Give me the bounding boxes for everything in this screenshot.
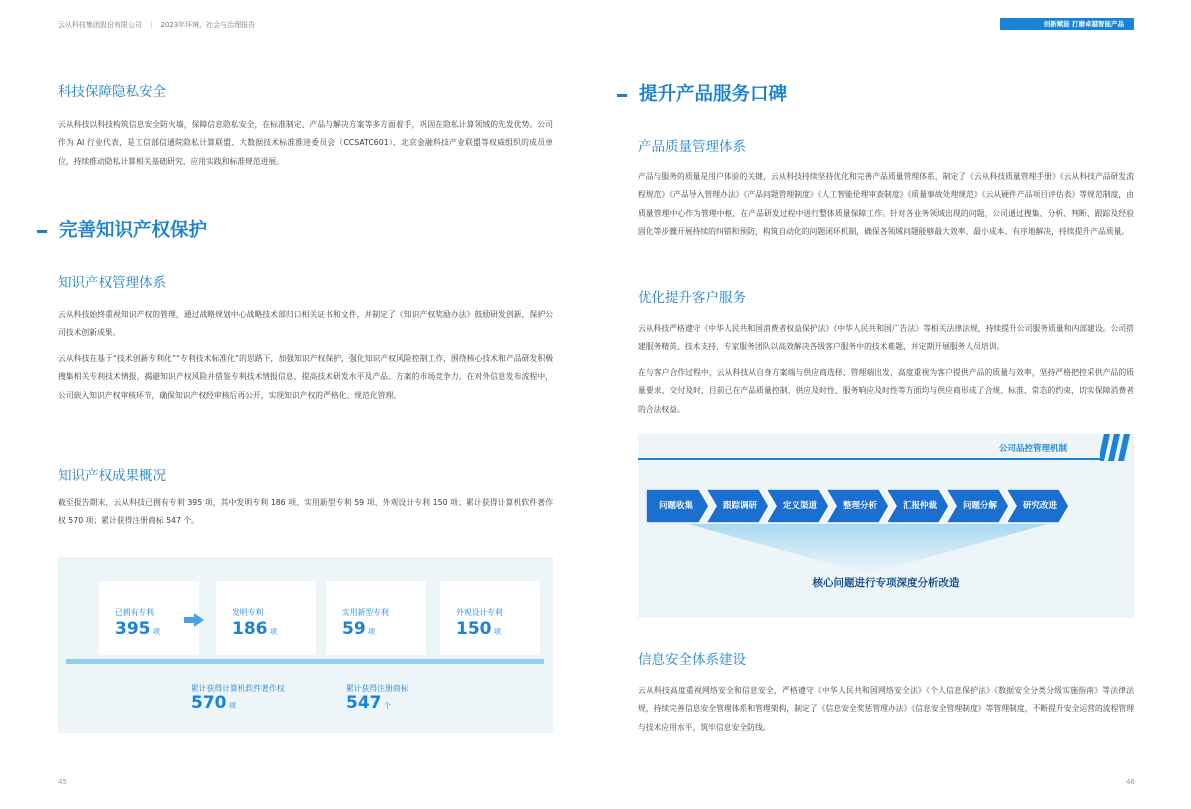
quality-mechanism-panel (638, 434, 1134, 618)
ip-mgmt-para-2: 云从科技在基于“技术创新专利化”“专利技术标准化”的思路下，加强知识产权保护，强化知识产权风险控制工作，围绕核心技术和产品研发积极搜集相关专利技术情报，揭避知识产权风险并借鉴专利技术情报信息，提高技术研发水平及产品、方案的市场竞争力。在对外信息发布流程中，公司嵌入知识产权审核环节，确保知识产权经审核后再公开，实现知识产权的严格化、规范化管理。 (58, 354, 553, 400)
security-title: 信息安全体系建设 (638, 652, 746, 668)
funnel-shape (688, 524, 1048, 574)
patent-card-invention (216, 581, 316, 655)
security-body: 云从科技高度重视网络安全和信息安全，严格遵守《中华人民共和国网络安全法》《个人信息保护法》《数据安全分类分级实施指南》等法律法规，持续完善信息安全管理体系和管理架构，制定了《信息安全奖惩管理办法》《信息安全管理制度》等管理制度，不断提升安全运营的流程管理与技术应用水平，筑牢信息安全防线。 (638, 686, 1134, 732)
page-number-left: 45 (58, 778, 67, 786)
mechanism-title: 公司品控管理机制 (999, 444, 1068, 454)
process-step-label: 汇报仲裁 (903, 501, 938, 511)
chapter-tag: 创新赋能 打磨卓越智能产品 (1000, 18, 1134, 30)
patent-card-utility (326, 581, 426, 655)
card-value: 186 项 (232, 619, 277, 639)
header-separator: | (150, 21, 153, 29)
card-label: 发明专利 (232, 608, 264, 617)
ip-section-title-text: 完善知识产权保护 (59, 220, 208, 241)
process-step-label: 定义渠道 (783, 501, 818, 511)
customer-service-para-2: 在与客户合作过程中，云从科技从自身方案端与供应商选择、管理端出发，高度重视为客户提供产品的质量与效率，坚持严格把控采供产品的质量要求、交付及时，目前已在产品质量控制、供应及时性、服务响应及时性等方面均与供应商形成了合规、标准、常态的约束，切实保障消费者的合法权益。 (638, 368, 1134, 414)
card-label: 实用新型专利 (342, 608, 389, 617)
ip-results-body: 截至报告期末，云从科技已拥有专利 395 项，其中发明专利 186 项、实用新型专利 59 项、外观设计专利 150 项；累计获得计算机软件著作权 570 项；累计获得注册商标 547 个。 (58, 498, 553, 526)
trademark-label: 累计获得注册商标 (346, 684, 409, 693)
software-copyright-value: 570 项 (191, 693, 236, 713)
privacy-body: 云从科技以科技构筑信息安全防火墙，保障信息隐私安全，在标准制定、产品与解决方案等多方面着手，巩固在隐私计算领域的先发优势。公司作为 AI 行业代表，是工信部信通院隐私计算联盟、大数据技术标准推进委员会（CCSATC601）、北京金融科技产业联盟等权威组织的成员单位，持续推动隐私计算相关基础研究、应用实践和标准规范进展。 (58, 120, 553, 166)
ip-mgmt-title: 知识产权管理体系 (58, 275, 166, 291)
arrow-right-icon (184, 613, 204, 627)
card-label: 已拥有专利 (115, 608, 154, 617)
quality-title: 产品质量管理体系 (638, 139, 746, 155)
service-section-title-text: 提升产品服务口碑 (639, 84, 788, 105)
stripes-decoration-icon (1100, 434, 1134, 461)
trademark-value: 547 个 (346, 693, 391, 713)
mechanism-title-line (638, 458, 1104, 460)
company-name: 云从科技集团股份有限公司 (58, 21, 142, 29)
process-step-label: 研究改进 (1023, 501, 1058, 511)
card-label: 外观设计专利 (456, 608, 503, 617)
running-header (58, 20, 255, 30)
ip-results-panel (58, 557, 553, 733)
card-value: 59 项 (342, 619, 376, 639)
card-value: 395 项 (115, 619, 160, 639)
quality-body: 产品与服务的质量是用户体验的关键，云从科技持续坚持优化和完善产品质量管理体系，制定了《云从科技质量管理手册》《云从科技产品研发流程规范》《产品导入管理办法》《产品问题管理制度》《人工智能伦理审查制度》《质量事故处理规范》《云从硬件产品项目评估表》等规范制度，由质量管理中心作为管理中枢，在产品研发过程中进行整体质量保障工作。针对各业务领域出现的问题，公司通过搜集、分析、判断、跟踪及经验固化等步骤开展持续的纠错和预防，构筑自动化的问题闭环机制，确保各领域问题能够最大效率、最小成本、有序地解决，持续提升产品质量。 (638, 172, 1134, 236)
divider-bar (66, 659, 544, 664)
privacy-title: 科技保障隐私安全 (58, 84, 166, 100)
page-number-right: 46 (1126, 778, 1135, 786)
title-dash (617, 94, 627, 97)
report-name: 2023年环境、社会与治理报告 (160, 21, 256, 29)
title-dash (37, 230, 47, 233)
process-step-label: 问题分解 (963, 501, 998, 511)
ip-mgmt-para-1: 云从科技始终重视知识产权的管理，通过战略规划中心战略技术部归口相关证书和文件，并制定了《知识产权奖励办法》鼓励研发创新，保护公司技术创新成果。 (58, 310, 553, 338)
customer-service-title: 优化提升客户服务 (638, 290, 746, 306)
process-step-label: 跟踪调研 (723, 501, 758, 511)
ip-section-title (37, 216, 207, 242)
customer-service-para-1: 云从科技严格遵守《中华人民共和国消费者权益保护法》《中华人民共和国广告法》等相关法律法规，持续提升公司服务质量和内部建设。公司搭建服务精英、技术支持、专家服务团队以高效解决各级客户服务中的技术难题，并定期开展服务人员培训。 (638, 324, 1134, 352)
software-copyright-label: 累计获得计算机软件著作权 (191, 684, 285, 693)
patent-card-design (440, 581, 540, 655)
mechanism-conclusion: 核心问题进行专项深度分析改造 (812, 577, 960, 589)
process-step-label: 问题收集 (659, 501, 694, 511)
card-value: 150 项 (456, 619, 501, 639)
process-step-label: 整理分析 (843, 501, 878, 511)
ip-results-title: 知识产权成果概况 (58, 468, 166, 484)
service-section-title (617, 80, 787, 106)
